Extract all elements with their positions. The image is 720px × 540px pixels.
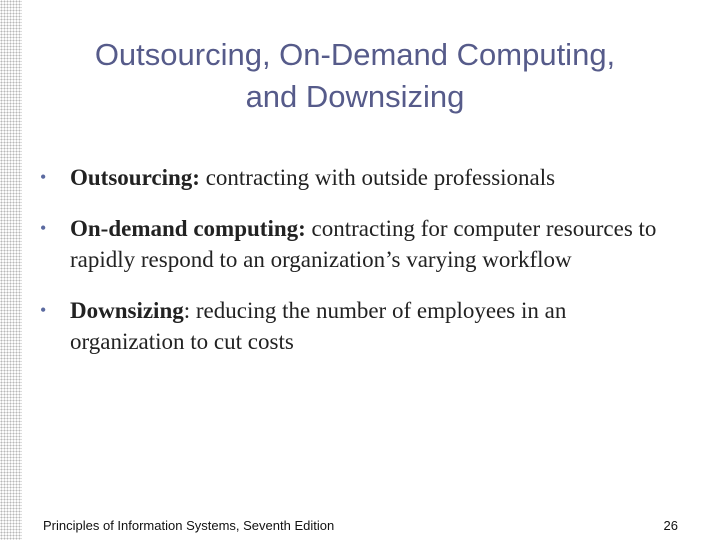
bullet-term: On-demand computing: xyxy=(70,216,306,241)
slide-title xyxy=(30,34,680,118)
bullet-definition: contracting with outside professionals xyxy=(199,165,556,190)
slide-title-line-2: and Downsizing xyxy=(245,79,465,114)
dotted-side-border xyxy=(0,0,22,540)
bullet-icon: • xyxy=(40,218,47,238)
bullet-list xyxy=(40,162,680,377)
bullet-downsizing xyxy=(40,295,680,357)
bullet-icon: • xyxy=(40,167,47,187)
page-number: 26 xyxy=(663,518,678,533)
bullet-term: Downsizing xyxy=(70,298,184,323)
bullet-on-demand-computing xyxy=(40,213,680,275)
bullet-definition: : reducing the number of employees in an organization to cut costs xyxy=(70,298,567,354)
footer-source: Principles of Information Systems, Seventh Edition xyxy=(43,518,335,533)
slide-title-line-1: Outsourcing, On-Demand Computing, xyxy=(94,37,616,72)
bullet-icon: • xyxy=(40,300,47,320)
bullet-outsourcing xyxy=(40,162,680,193)
bullet-term: Outsourcing: xyxy=(70,165,200,190)
bullet-definition: contracting for computer resources to rapidly respond to an organization’s varying workflow xyxy=(70,216,657,272)
